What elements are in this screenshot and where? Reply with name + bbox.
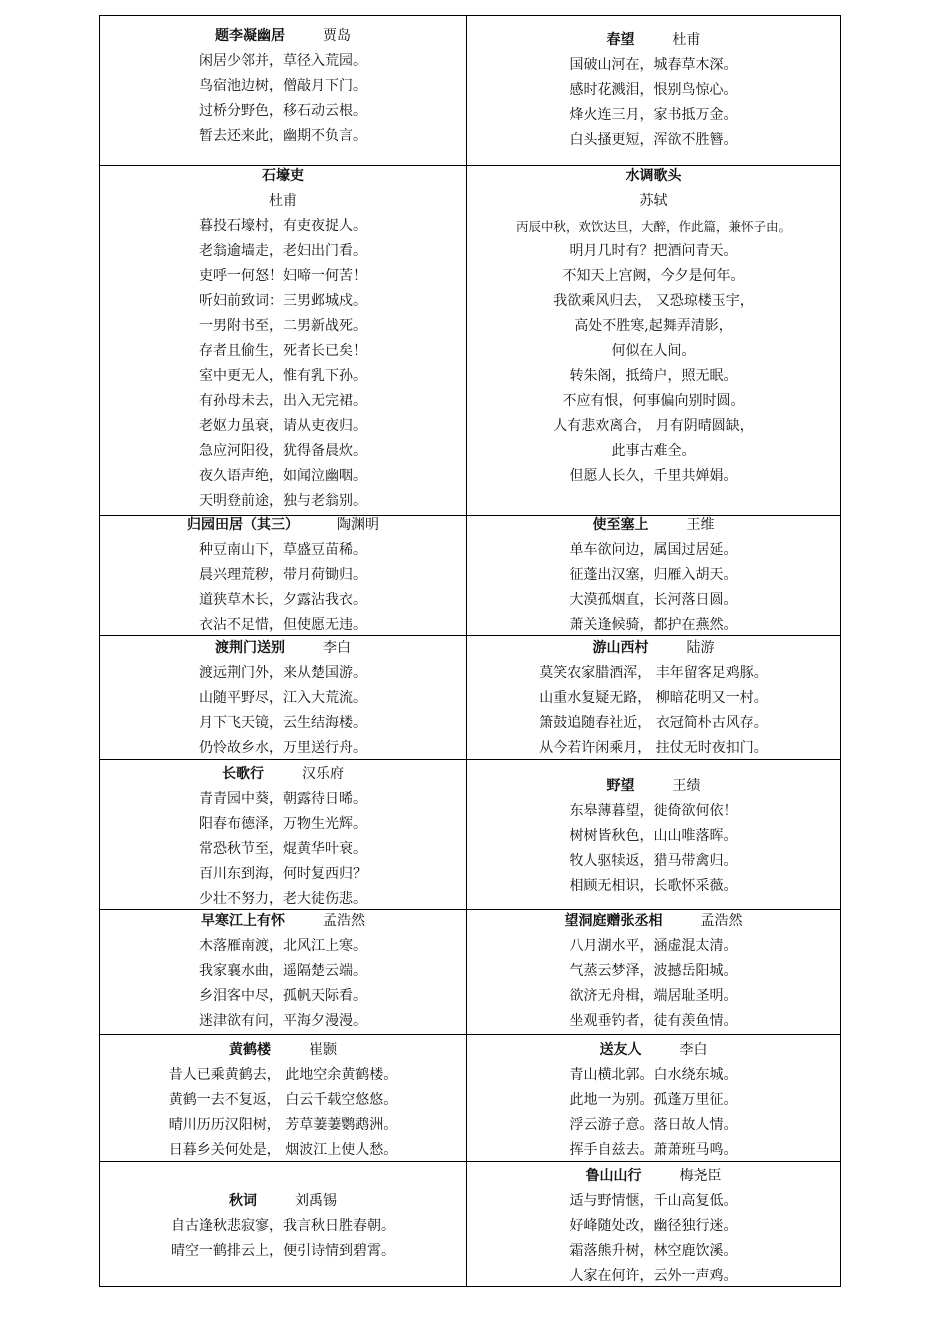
poem-cell: [467, 1162, 840, 1286]
poem-line: 东皋薄暮望，徙倚欲何依！: [569, 803, 738, 819]
poem-line: 青青园中葵，朝露待日晞。: [199, 791, 367, 807]
poem-line: 但愿人长久，千里共婵娟。: [569, 468, 738, 484]
poem-cell: [100, 1035, 467, 1161]
poem-heading: [100, 24, 466, 49]
poem-title: 游山西村: [592, 640, 649, 656]
poem-shi-hao-li: [100, 164, 466, 514]
poem-line: 征蓬出汉塞，归雁入胡天。: [569, 567, 738, 583]
poem-author: 杜甫: [672, 32, 701, 48]
table-row: [100, 516, 840, 636]
poem-line: 黄鹤一去不复返， 白云千载空悠悠。: [168, 1092, 398, 1108]
poem-line: 高处不胜寒,起舞弄清影，: [574, 318, 733, 334]
poem-chun-wang: [467, 28, 840, 153]
poem-shui-diao-ge-tou: [467, 164, 840, 489]
poem-heading: [467, 1038, 840, 1063]
poem-title: 秋词: [229, 1193, 257, 1209]
table-row: [100, 16, 840, 166]
poem-author: 苏轼: [639, 193, 668, 209]
poem-heading: [100, 636, 466, 661]
poem-line: 大漠孤烟直，长河落日圆。: [569, 592, 738, 608]
poem-cell: [100, 166, 467, 515]
poem-line: 室中更无人，惟有乳下孙。: [199, 368, 367, 384]
poem-heading: [467, 774, 840, 799]
poem-line: 霜落熊升树，林空鹿饮溪。: [569, 1243, 738, 1259]
poem-author: 李白: [323, 640, 351, 656]
poem-author: 孟浩然: [323, 913, 365, 929]
poem-author: 陶渊明: [337, 517, 379, 533]
poem-line: 不应有恨，何事偏向别时圆。: [562, 393, 745, 409]
poem-line: 暮投石壕村，有吏夜捉人。: [199, 218, 367, 234]
poem-heading: [100, 1038, 466, 1063]
poem-cell: [467, 760, 840, 909]
poem-line: 白头搔更短，浑欲不胜簪。: [569, 132, 738, 148]
poem-line: 晨兴理荒秽，带月荷锄归。: [199, 567, 367, 583]
poem-heading: [100, 762, 466, 787]
poem-author: 王绩: [672, 778, 701, 794]
poem-line: 浮云游子意。落日故人情。: [569, 1117, 738, 1133]
poem-title: 使至塞上: [592, 517, 649, 533]
poem-cell: [467, 910, 840, 1034]
poem-cell: [467, 636, 840, 759]
poem-line: 百川东到海，何时复西归？: [199, 866, 367, 882]
poem-line: 何似在人间。: [611, 343, 696, 359]
poem-line: 单车欲问边，属国过居延。: [569, 542, 738, 558]
poem-line: 夜久语声绝，如闻泣幽咽。: [199, 468, 367, 484]
poem-line: 青山横北郭。白水绕东城。: [569, 1067, 738, 1083]
poem-author: 王维: [686, 517, 715, 533]
poem-line: 感时花溅泪，恨别鸟惊心。: [569, 82, 738, 98]
poem-ye-wang: [467, 774, 840, 899]
poem-line: 鸟宿池边树，僧敲月下门。: [199, 78, 367, 94]
poem-line: 从今若许闲乘月， 拄仗无时夜扣门。: [539, 740, 768, 756]
poem-line: 此事古难全。: [611, 443, 696, 459]
poem-heading: [100, 164, 466, 189]
table-row: [100, 1162, 840, 1286]
poem-title: 水调歌头: [625, 168, 682, 184]
poem-heading: [100, 909, 466, 934]
poem-heading: [100, 1189, 466, 1214]
poem-du-jing-men-song-bie: [100, 636, 466, 761]
poem-table: [99, 15, 841, 1287]
poem-line: 昔人已乘黄鹤去， 此地空余黄鹤楼。: [168, 1067, 398, 1083]
poem-line: 过桥分野色，移石动云根。: [199, 103, 367, 119]
poem-wang-dong-ting: [467, 909, 840, 1034]
poem-title: 渡荆门送别: [215, 640, 285, 656]
poem-line: 乡泪客中尽，孤帆天际看。: [199, 988, 367, 1004]
poem-line: 我家襄水曲，遥隔楚云端。: [199, 963, 367, 979]
poem-cell: [100, 636, 467, 759]
poem-zao-han-jiang-shang: [100, 909, 466, 1034]
poem-line: 国破山河在，城春草木深。: [569, 57, 738, 73]
poem-title: 早寒江上有怀: [201, 913, 285, 929]
poem-line: 挥手自兹去。萧萧班马鸣。: [569, 1142, 738, 1158]
poem-line: 常恐秋节至，焜黄华叶衰。: [199, 841, 367, 857]
poem-line: 人家在何许，云外一声鸡。: [569, 1268, 738, 1284]
poem-line: 晴空一鹤排云上，便引诗情到碧霄。: [171, 1243, 395, 1259]
poem-line: 一男附书至，二男新战死。: [199, 318, 367, 334]
poem-heading: [467, 164, 840, 189]
poem-line: 箫鼓追随春社近， 衣冠简朴古风存。: [539, 715, 768, 731]
poem-cell: [100, 16, 467, 165]
poem-line: 渡远荆门外，来从楚国游。: [199, 665, 367, 681]
poem-ti-li-ning-you-ju: [100, 24, 466, 149]
poem-line: 吏呼一何怒！妇啼一何苦！: [199, 268, 367, 284]
poem-line: 气蒸云梦泽，波撼岳阳城。: [569, 963, 738, 979]
poem-line: 听妇前致词：三男邺城戍。: [199, 293, 367, 309]
table-row: [100, 1035, 840, 1162]
poem-line: 相顾无相识，长歌怀采薇。: [569, 878, 738, 894]
poem-author: 李白: [679, 1042, 708, 1058]
poem-cell: [467, 1035, 840, 1161]
poem-chang-ge-xing: [100, 762, 466, 912]
poem-line: 此地一为别。孤蓬万里征。: [569, 1092, 738, 1108]
poem-line: 好峰随处改，幽径独行迷。: [569, 1218, 738, 1234]
poem-author: 杜甫: [269, 193, 297, 209]
poem-author: 陆游: [686, 640, 715, 656]
poem-line: 山重水复疑无路， 柳暗花明又一村。: [539, 690, 768, 706]
poem-cell: [467, 516, 840, 635]
poem-line: 山随平野尽，江入大荒流。: [199, 690, 367, 706]
poem-huang-he-lou: [100, 1038, 466, 1163]
poem-line: 不知天上宫阙，今夕是何年。: [562, 268, 745, 284]
poem-line: 衣沾不足惜，但使愿无违。: [199, 617, 367, 633]
poem-heading: [100, 513, 466, 538]
poem-line: 种豆南山下，草盛豆苗稀。: [199, 542, 367, 558]
poem-line: 有孙母未去，出入无完裙。: [199, 393, 367, 409]
poem-qiu-ci: [100, 1189, 466, 1264]
poem-preface: 丙辰中秋，欢饮达旦，大醉，作此篇，兼怀子由。: [515, 219, 791, 234]
poem-line: 日暮乡关何处是， 烟波江上使人愁。: [168, 1142, 398, 1158]
poem-line: 存者且偷生，死者长已矣！: [199, 343, 367, 359]
poem-author: 贾岛: [323, 28, 351, 44]
poem-heading: [467, 1164, 840, 1189]
poem-line: 树树皆秋色，山山唯落晖。: [569, 828, 738, 844]
poem-title: 归园田居（其三）: [187, 517, 299, 533]
poem-line: 道狭草木长，夕露沾我衣。: [199, 592, 367, 608]
poem-line: 闲居少邻并，草径入荒园。: [199, 53, 367, 69]
poem-line: 仍怜故乡水，万里送行舟。: [199, 740, 367, 756]
poem-line: 木落雁南渡，北风江上寒。: [199, 938, 367, 954]
poem-line: 老翁逾墙走，老妇出门看。: [199, 243, 367, 259]
poem-title: 望洞庭赠张丞相: [564, 913, 663, 929]
poem-title: 送友人: [599, 1042, 642, 1058]
poem-line: 莫笑农家腊酒浑， 丰年留客足鸡豚。: [539, 665, 768, 681]
poem-lu-shan-shan-xing: [467, 1164, 840, 1289]
poem-line: 我欲乘风归去， 又恐琼楼玉宇，: [553, 293, 754, 309]
poem-heading: [467, 909, 840, 934]
table-row: [100, 636, 840, 760]
poem-line: 人有悲欢离合， 月有阴晴圆缺，: [553, 418, 754, 434]
poem-line: 阳春布德泽，万物生光辉。: [199, 816, 367, 832]
poem-line: 萧关逢候骑，都护在燕然。: [569, 617, 738, 633]
poem-line: 晴川历历汉阳树， 芳草萋萋鹦鹉洲。: [168, 1117, 398, 1133]
poem-line: 欲济无舟楫，端居耻圣明。: [569, 988, 738, 1004]
poem-line: 牧人驱犊返，猎马带禽归。: [569, 853, 738, 869]
table-row: [100, 166, 840, 516]
poem-song-you-ren: [467, 1038, 840, 1163]
poem-title: 石壕吏: [262, 168, 304, 184]
poem-line: 月下飞天镜，云生结海楼。: [199, 715, 367, 731]
poem-line: 明月几时有？把酒问青天。: [569, 243, 738, 259]
poem-title: 黄鹤楼: [229, 1042, 271, 1058]
poem-heading: [467, 636, 840, 661]
poem-gui-yuan-tian-ju: [100, 513, 466, 638]
poem-line: 少壮不努力，老大徒伤悲。: [199, 891, 367, 907]
poem-title: 题李凝幽居: [215, 28, 285, 44]
poem-cell: [100, 516, 467, 635]
poem-author: 孟浩然: [700, 913, 743, 929]
poem-heading: [467, 28, 840, 53]
poem-cell: [100, 1162, 467, 1286]
poem-author: 崔颢: [309, 1042, 337, 1058]
table-row: [100, 760, 840, 910]
poem-title: 野望: [606, 778, 635, 794]
poem-line: 急应河阳役，犹得备晨炊。: [199, 443, 367, 459]
poem-author: 汉乐府: [302, 766, 344, 782]
poem-line: 烽火连三月，家书抵万金。: [569, 107, 738, 123]
poem-shi-zhi-sai-shang: [467, 513, 840, 638]
poem-heading: [467, 513, 840, 538]
poem-you-shan-xi-cun: [467, 636, 840, 761]
poem-title: 鲁山山行: [585, 1168, 642, 1184]
poem-title: 长歌行: [222, 766, 264, 782]
poem-line: 适与野情惬，千山高复低。: [569, 1193, 738, 1209]
poem-line: 转朱阁，抵绮户，照无眠。: [569, 368, 738, 384]
poem-title: 春望: [606, 32, 635, 48]
poem-cell: [467, 166, 840, 515]
poem-line: 八月湖水平，涵虚混太清。: [569, 938, 738, 954]
poem-line: 暂去还来此，幽期不负言。: [199, 128, 367, 144]
poem-line: 天明登前途，独与老翁别。: [199, 493, 367, 509]
poem-cell: [100, 910, 467, 1034]
poem-author: 梅尧臣: [679, 1168, 722, 1184]
poem-author: 刘禹锡: [295, 1193, 337, 1209]
poem-line: 坐观垂钓者，徒有羡鱼情。: [569, 1013, 738, 1029]
poem-cell: [100, 760, 467, 909]
poem-cell: [467, 16, 840, 165]
poem-line: 老妪力虽衰，请从吏夜归。: [199, 418, 367, 434]
poem-line: 自古逢秋悲寂寥，我言秋日胜春朝。: [171, 1218, 395, 1234]
table-row: [100, 910, 840, 1035]
poem-line: 迷津欲有问，平海夕漫漫。: [199, 1013, 367, 1029]
